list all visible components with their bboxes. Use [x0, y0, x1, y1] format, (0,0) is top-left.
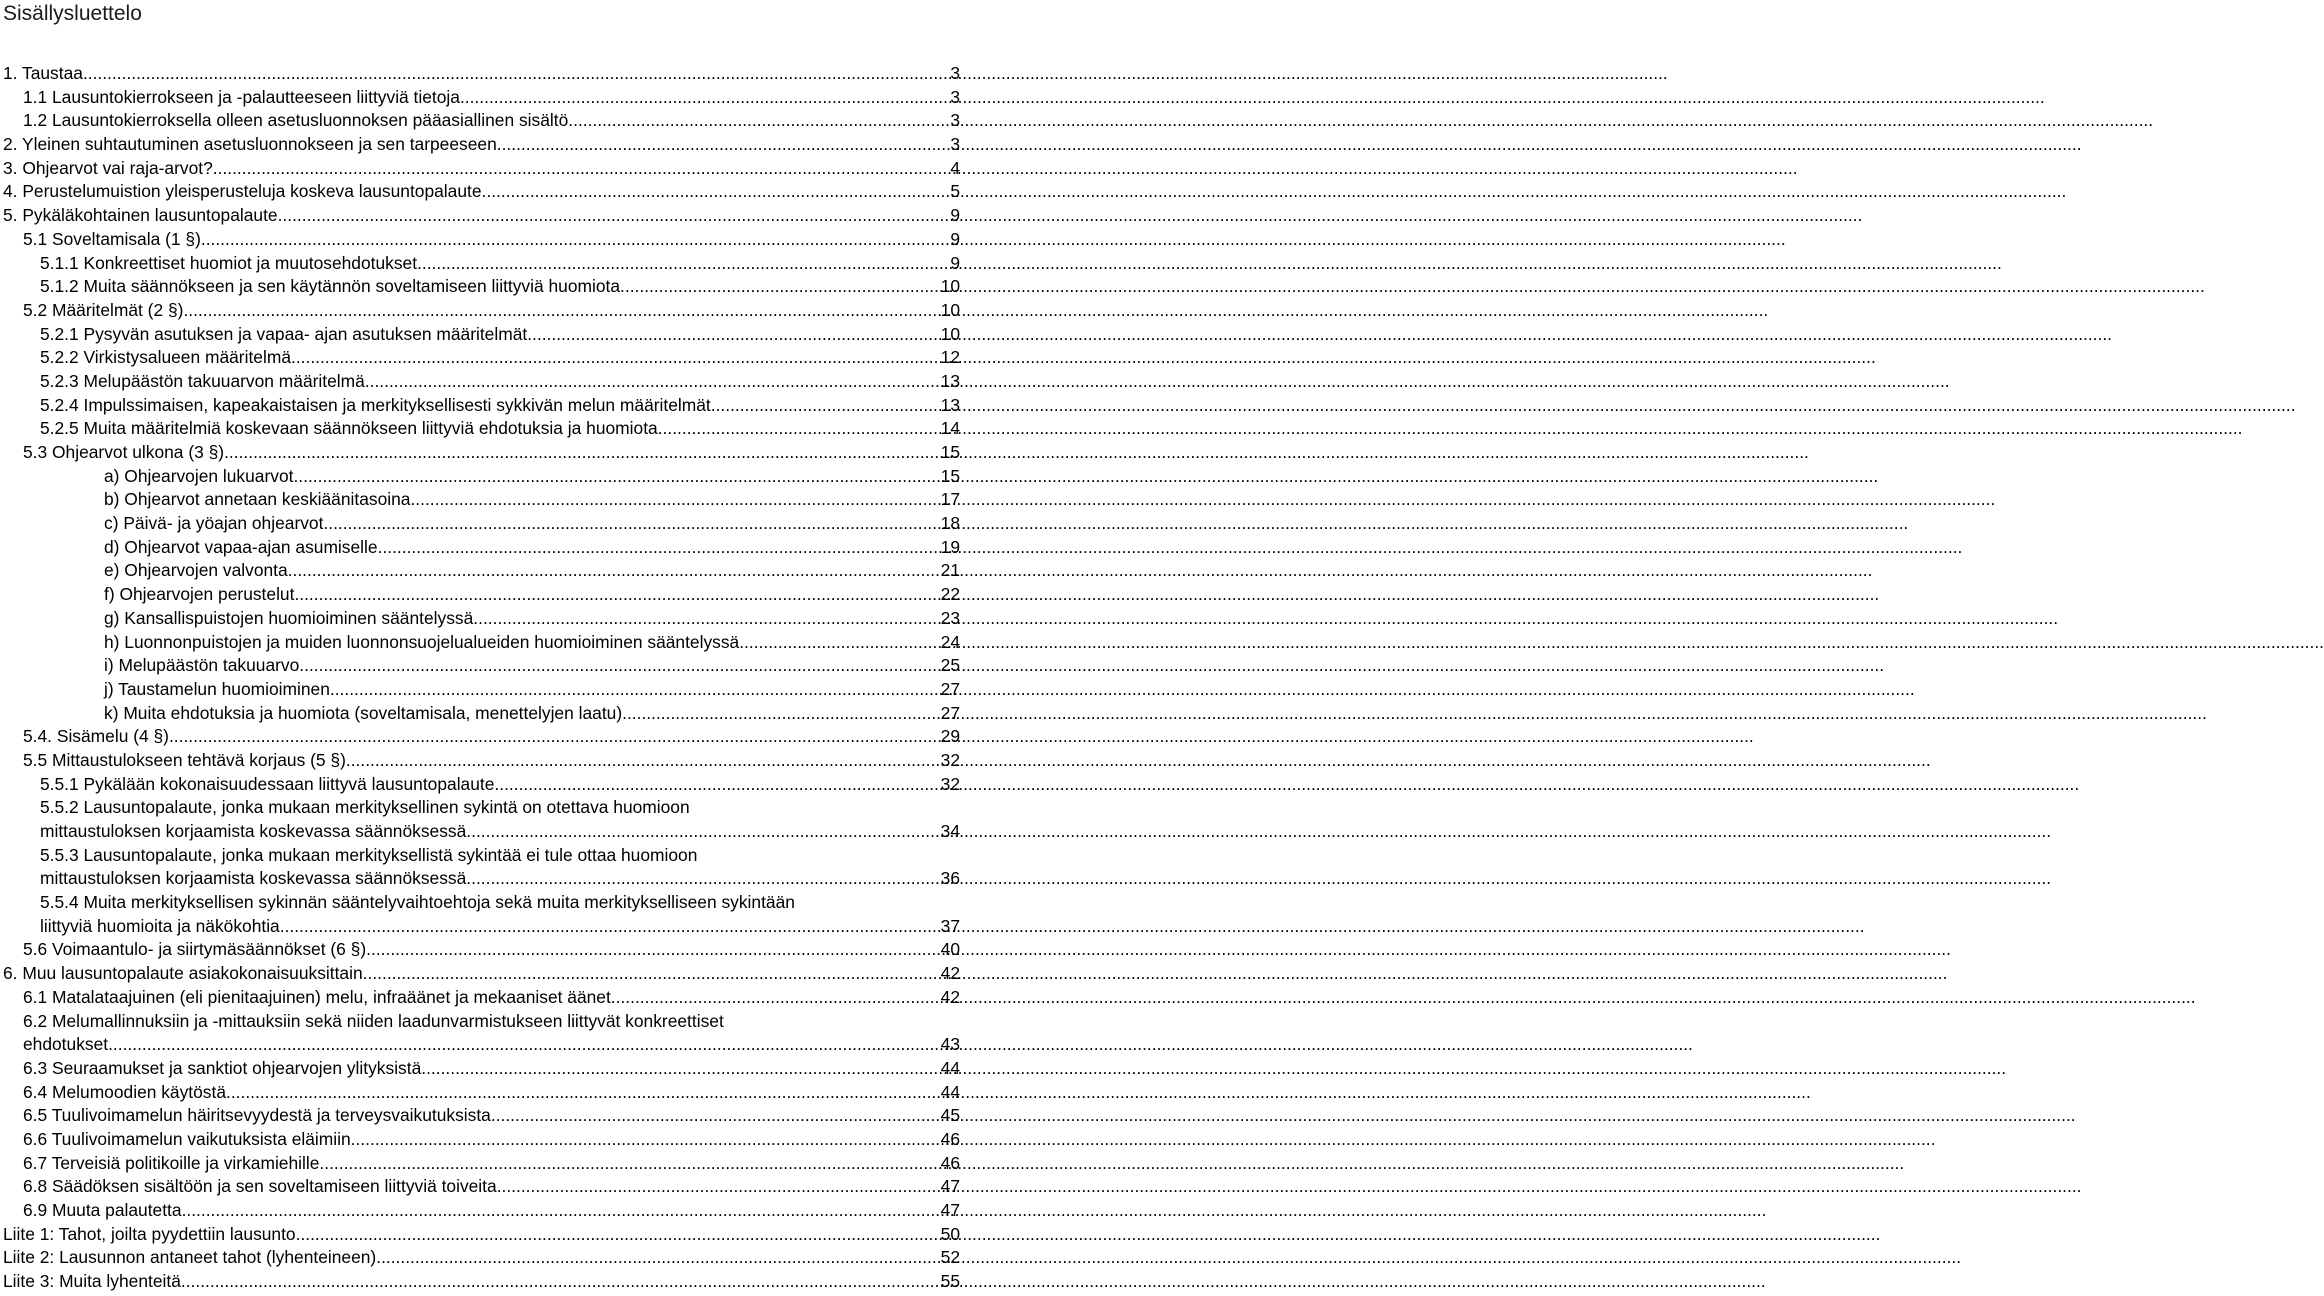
dot-leader [201, 228, 948, 252]
toc-entry-first-line: 6.2 Melumallinnuksiin ja -mittauksiin sekä niiden laadunvarmistukseen liittyvät konkreettiset [23, 1010, 724, 1031]
dot-leader [323, 512, 938, 536]
dot-leader [365, 370, 939, 394]
toc-page-number: 55 [940, 1271, 960, 1292]
toc-entry[interactable] [0, 1175, 962, 1199]
toc-page-number: 37 [940, 915, 960, 936]
dot-leader [108, 1033, 939, 1057]
toc-entry-title: 5.1.1 Konkreettiset huomiot ja muutosehdotukset [40, 252, 418, 273]
dot-leader [83, 62, 948, 86]
dot-leader [466, 820, 938, 844]
toc-page-number: 44 [940, 1081, 960, 1102]
toc-page-number: 13 [940, 370, 960, 391]
dot-leader [658, 417, 939, 441]
dot-leader [497, 1175, 939, 1199]
toc-page-number: 3 [950, 134, 960, 155]
toc-entry[interactable] [0, 725, 962, 749]
toc-entry-title: liittyviä huomioita ja näkökohtia [40, 915, 280, 936]
dot-leader [620, 275, 939, 299]
dot-leader [291, 346, 939, 370]
dot-leader [183, 299, 938, 323]
toc-entry-first-line: 5.5.4 Muita merkityksellisen sykinnän sääntelyvaihtoehtoja sekä muita merkitykselliseen sykintään [40, 892, 795, 913]
toc-page-number: 36 [940, 868, 960, 889]
toc-entry[interactable] [0, 1010, 962, 1057]
toc-entry[interactable] [0, 986, 962, 1010]
toc-entry[interactable] [0, 1152, 962, 1176]
dot-leader [739, 631, 938, 655]
toc-entry-title: Liite 3: Muita lyhenteitä [3, 1271, 181, 1292]
toc-entry-title: 5.2.1 Pysyvän asutuksen ja vapaa- ajan asutuksen määritelmät [40, 323, 528, 344]
dot-leader [473, 607, 938, 631]
toc-entry[interactable] [0, 323, 962, 347]
toc-entry[interactable] [0, 749, 962, 773]
toc-entry[interactable] [0, 702, 962, 726]
dot-leader [319, 1152, 938, 1176]
toc-entry-title: f) Ohjearvojen perustelut [104, 584, 295, 605]
toc-entry-title: 1.2 Lausuntokierroksella olleen asetusluonnoksen pääasiallinen sisältö [23, 110, 569, 131]
toc-entry[interactable] [0, 62, 962, 86]
toc-entry-title: g) Kansallispuistojen huomioiminen sääntelyssä [104, 607, 474, 628]
dot-leader [346, 749, 939, 773]
toc-entry-title: 6.4 Melumoodien käytöstä [23, 1081, 227, 1102]
dot-leader [482, 180, 949, 204]
toc-entry[interactable] [0, 1057, 962, 1081]
toc-entry[interactable] [0, 417, 962, 441]
toc-page-number: 21 [940, 560, 960, 581]
toc-entry[interactable] [0, 1081, 962, 1105]
toc-entry-title: Liite 1: Tahot, joilta pyydettiin lausunto [3, 1223, 296, 1244]
toc-entry-title: c) Päivä- ja yöajan ohjearvot [104, 513, 324, 534]
toc-entry[interactable] [0, 607, 962, 631]
toc-page-number: 47 [940, 1176, 960, 1197]
dot-leader [460, 86, 948, 110]
toc-entry-title: ehdotukset [23, 1034, 109, 1055]
toc-entry-title: mittaustuloksen korjaamista koskevassa säännöksessä [40, 868, 467, 889]
toc-entry-title: 5.2.2 Virkistysalueen määritelmä [40, 347, 291, 368]
toc-page-number: 14 [940, 418, 960, 439]
toc-page-number: 44 [940, 1057, 960, 1078]
toc-entry[interactable] [0, 228, 962, 252]
toc-entry-title: j) Taustamelun huomioiminen [104, 678, 330, 699]
toc-entry[interactable] [0, 678, 962, 702]
toc-entry-title: b) Ohjearvot annetaan keskiäänitasoina [104, 489, 411, 510]
toc-entry-title: 2. Yleinen suhtautuminen asetusluonnokseen ja sen tarpeeseen [3, 134, 497, 155]
toc-entry-title: 6.1 Matalataajuinen (eli pienitaajuinen) melu, infraäänet ja mekaaniset äänet [23, 986, 611, 1007]
toc-page-number: 43 [940, 1034, 960, 1055]
dot-leader [491, 1104, 939, 1128]
toc-page-number: 46 [940, 1152, 960, 1173]
toc-entry[interactable] [0, 157, 962, 181]
toc-entry[interactable] [0, 133, 962, 157]
toc-entry[interactable] [0, 631, 962, 655]
toc-entry-title: Liite 2: Lausunnon antaneet tahot (lyhenteineen) [3, 1247, 377, 1268]
toc-page-number: 18 [940, 513, 960, 534]
toc-page-number: 12 [940, 347, 960, 368]
toc-entry-title: 5.5.1 Pykälään kokonaisuudessaan liittyvä lausuntopalaute [40, 773, 495, 794]
toc-entry-first-line: 5.5.3 Lausuntopalaute, jonka mukaan merkityksellistä sykintää ei tule ottaa huomioon [40, 844, 698, 865]
toc-page-number: 10 [940, 323, 960, 344]
toc-entry-title: 5.4. Sisämelu (4 §) [23, 726, 169, 747]
toc-entry[interactable] [0, 559, 962, 583]
toc-entry-title: 5.2.4 Impulssimaisen, kapeakaistaisen ja merkityksellisesti sykkivän melun määritelmät [40, 394, 711, 415]
toc-entry[interactable] [0, 1223, 962, 1247]
toc-page-number: 47 [940, 1200, 960, 1221]
toc-entry-title: 5.6 Voimaantulo- ja siirtymäsäännökset (6 §) [23, 939, 367, 960]
toc-entry-title: 4. Perustelumuistion yleisperusteluja koskeva lausuntopalaute [3, 181, 482, 202]
page-title: Sisällysluettelo [3, 2, 142, 25]
toc-entry-title: 1.1 Lausuntokierrokseen ja -palautteeseen liittyviä tietoja [23, 86, 460, 107]
toc-entry[interactable] [0, 465, 962, 489]
toc-entry[interactable] [0, 488, 962, 512]
toc-page-number: 15 [940, 465, 960, 486]
toc-page-number: 9 [950, 252, 960, 273]
toc-page-number: 34 [940, 821, 960, 842]
toc-entry[interactable] [0, 1199, 962, 1223]
toc-page-number: 42 [940, 963, 960, 984]
dot-leader [568, 109, 948, 133]
toc-page-number: 3 [950, 63, 960, 83]
toc-page-number: 50 [940, 1223, 960, 1244]
toc-page-number: 23 [940, 607, 960, 628]
dot-leader [330, 678, 939, 702]
toc-entry-title: 6.9 Muuta palautetta [23, 1200, 182, 1221]
toc-entry-title: 6.7 Terveisiä politikoille ja virkamiehille [23, 1152, 320, 1173]
toc-page-number: 42 [940, 986, 960, 1007]
dot-leader [299, 654, 938, 678]
toc-entry-title: 5.3 Ohjearvot ulkona (3 §) [23, 442, 225, 462]
dot-leader [224, 441, 939, 465]
dot-leader [421, 1057, 938, 1081]
toc-page-number: 24 [940, 631, 960, 652]
toc-entry-title: mittaustuloksen korjaamista koskevassa säännöksessä [40, 821, 467, 842]
toc-entry-title: 5.2.5 Muita määritelmiä koskevaan säännökseen liittyviä ehdotuksia ja huomiota [40, 418, 658, 439]
toc-entry-title: 5.1.2 Muita säännökseen ja sen käytännön soveltamiseen liittyviä huomiota [40, 276, 621, 297]
dot-leader [363, 962, 939, 986]
toc-entry-first-line: 5.5.2 Lausuntopalaute, jonka mukaan merkityksellinen sykintä on otettava huomioon [40, 797, 690, 818]
toc-page-number: 29 [940, 726, 960, 747]
toc-page-number: 25 [940, 655, 960, 676]
toc-page-number: 19 [940, 536, 960, 557]
toc-entry-title: 6.6 Tuulivoimamelun vaikutuksista eläimiin [23, 1129, 351, 1149]
dot-leader [278, 204, 949, 228]
dot-leader [181, 1270, 939, 1294]
toc-page-number: 10 [940, 299, 960, 320]
toc-page-number: 3 [950, 86, 960, 107]
toc-entry-title: k) Muita ehdotuksia ja huomiota (soveltamisala, menettelyjen laatu) [104, 702, 623, 723]
dot-leader [376, 1246, 938, 1270]
toc-entry[interactable] [0, 654, 962, 678]
toc-page-number: 4 [950, 157, 960, 178]
toc-page-number: 15 [940, 442, 960, 462]
toc-entry[interactable] [0, 299, 962, 323]
dot-leader [410, 488, 938, 512]
toc-entry[interactable] [0, 773, 962, 797]
toc-entry[interactable] [0, 891, 962, 938]
dot-leader [280, 915, 939, 939]
toc-entry[interactable] [0, 394, 962, 418]
toc-entry-title: 5.5 Mittaustulokseen tehtävä korjaus (5 §) [23, 749, 346, 770]
dot-leader [611, 986, 939, 1010]
dot-leader [294, 583, 938, 607]
toc-page-number: 3 [950, 110, 960, 131]
toc-entry[interactable] [0, 962, 962, 986]
dot-leader [378, 536, 939, 560]
toc-page-number: 9 [950, 228, 960, 249]
toc-entry[interactable] [0, 844, 962, 891]
toc-page-number: 5 [950, 181, 960, 202]
toc-entry[interactable] [0, 275, 962, 299]
dot-leader [296, 1223, 939, 1247]
toc-page-number: 32 [940, 773, 960, 794]
dot-leader [527, 323, 938, 347]
dot-leader [466, 867, 938, 891]
toc-page-number: 52 [940, 1247, 960, 1268]
toc-entry-title: 5.1 Soveltamisala (1 §) [23, 228, 201, 249]
toc-page-number: 45 [940, 1105, 960, 1126]
toc-entry-title: 1. Taustaa [3, 63, 83, 83]
table-of-contents [0, 62, 962, 1294]
toc-entry[interactable] [0, 536, 962, 560]
dot-leader [417, 252, 948, 276]
toc-entry-title: 6.3 Seuraamukset ja sanktiot ohjearvojen ylityksistä [23, 1057, 422, 1078]
toc-entry-title: 3. Ohjearvot vai raja-arvot? [3, 157, 213, 178]
toc-page-number: 22 [940, 584, 960, 605]
toc-entry-title: 6.5 Tuulivoimamelun häiritsevyydestä ja terveysvaikutuksista [23, 1105, 491, 1126]
toc-entry-title: a) Ohjearvojen lukuarvot [104, 465, 294, 486]
toc-entry-title: 6. Muu lausuntopalaute asiakokonaisuuksittain [3, 963, 363, 984]
toc-entry[interactable] [0, 1128, 962, 1152]
dot-leader [366, 938, 939, 962]
dot-leader [213, 157, 949, 181]
toc-entry[interactable] [0, 796, 962, 843]
toc-entry-title: 5.2 Määritelmät (2 §) [23, 299, 184, 320]
toc-entry[interactable] [0, 180, 962, 204]
dot-leader [351, 1128, 939, 1152]
dot-leader [182, 1199, 939, 1223]
toc-page-number: 32 [940, 749, 960, 770]
toc-page-number: 13 [940, 394, 960, 415]
toc-entry[interactable] [0, 204, 962, 228]
toc-entry[interactable] [0, 86, 962, 110]
toc-entry-title: h) Luonnonpuistojen ja muiden luonnonsuojelualueiden huomioiminen sääntelyssä [104, 631, 740, 652]
dot-leader [494, 773, 938, 797]
toc-entry[interactable] [0, 346, 962, 370]
dot-leader [293, 465, 938, 489]
toc-entry[interactable] [0, 370, 962, 394]
toc-entry[interactable] [0, 512, 962, 536]
toc-entry-title: 5. Pykäläkohtainen lausuntopalaute [3, 205, 278, 226]
dot-leader [169, 725, 939, 749]
toc-entry[interactable] [0, 1246, 962, 1270]
dot-leader [711, 394, 939, 418]
dot-leader [497, 133, 949, 157]
toc-entry-title: e) Ohjearvojen valvonta [104, 560, 288, 581]
toc-entry[interactable] [0, 938, 962, 962]
toc-page-number: 17 [940, 489, 960, 510]
toc-entry[interactable] [0, 1104, 962, 1128]
toc-entry-title: d) Ohjearvot vapaa-ajan asumiselle [104, 536, 378, 557]
toc-page-number: 9 [950, 205, 960, 226]
toc-entry-title: i) Melupäästön takuuarvo [104, 655, 300, 676]
dot-leader [288, 559, 939, 583]
toc-entry[interactable] [0, 1270, 962, 1294]
toc-page-number: 46 [940, 1129, 960, 1149]
toc-entry[interactable] [0, 583, 962, 607]
toc-entry[interactable] [0, 441, 962, 465]
toc-page-number: 40 [940, 939, 960, 960]
toc-entry-title: 6.8 Säädöksen sisältöön ja sen soveltamiseen liittyviä toiveita [23, 1176, 497, 1197]
dot-leader [226, 1081, 939, 1105]
toc-page-number: 10 [940, 276, 960, 297]
dot-leader [622, 702, 939, 726]
toc-page-number: 27 [940, 702, 960, 723]
toc-entry-title: 5.2.3 Melupäästön takuuarvon määritelmä [40, 370, 365, 391]
toc-entry[interactable] [0, 252, 962, 276]
toc-page-number: 27 [940, 678, 960, 699]
toc-entry[interactable] [0, 109, 962, 133]
